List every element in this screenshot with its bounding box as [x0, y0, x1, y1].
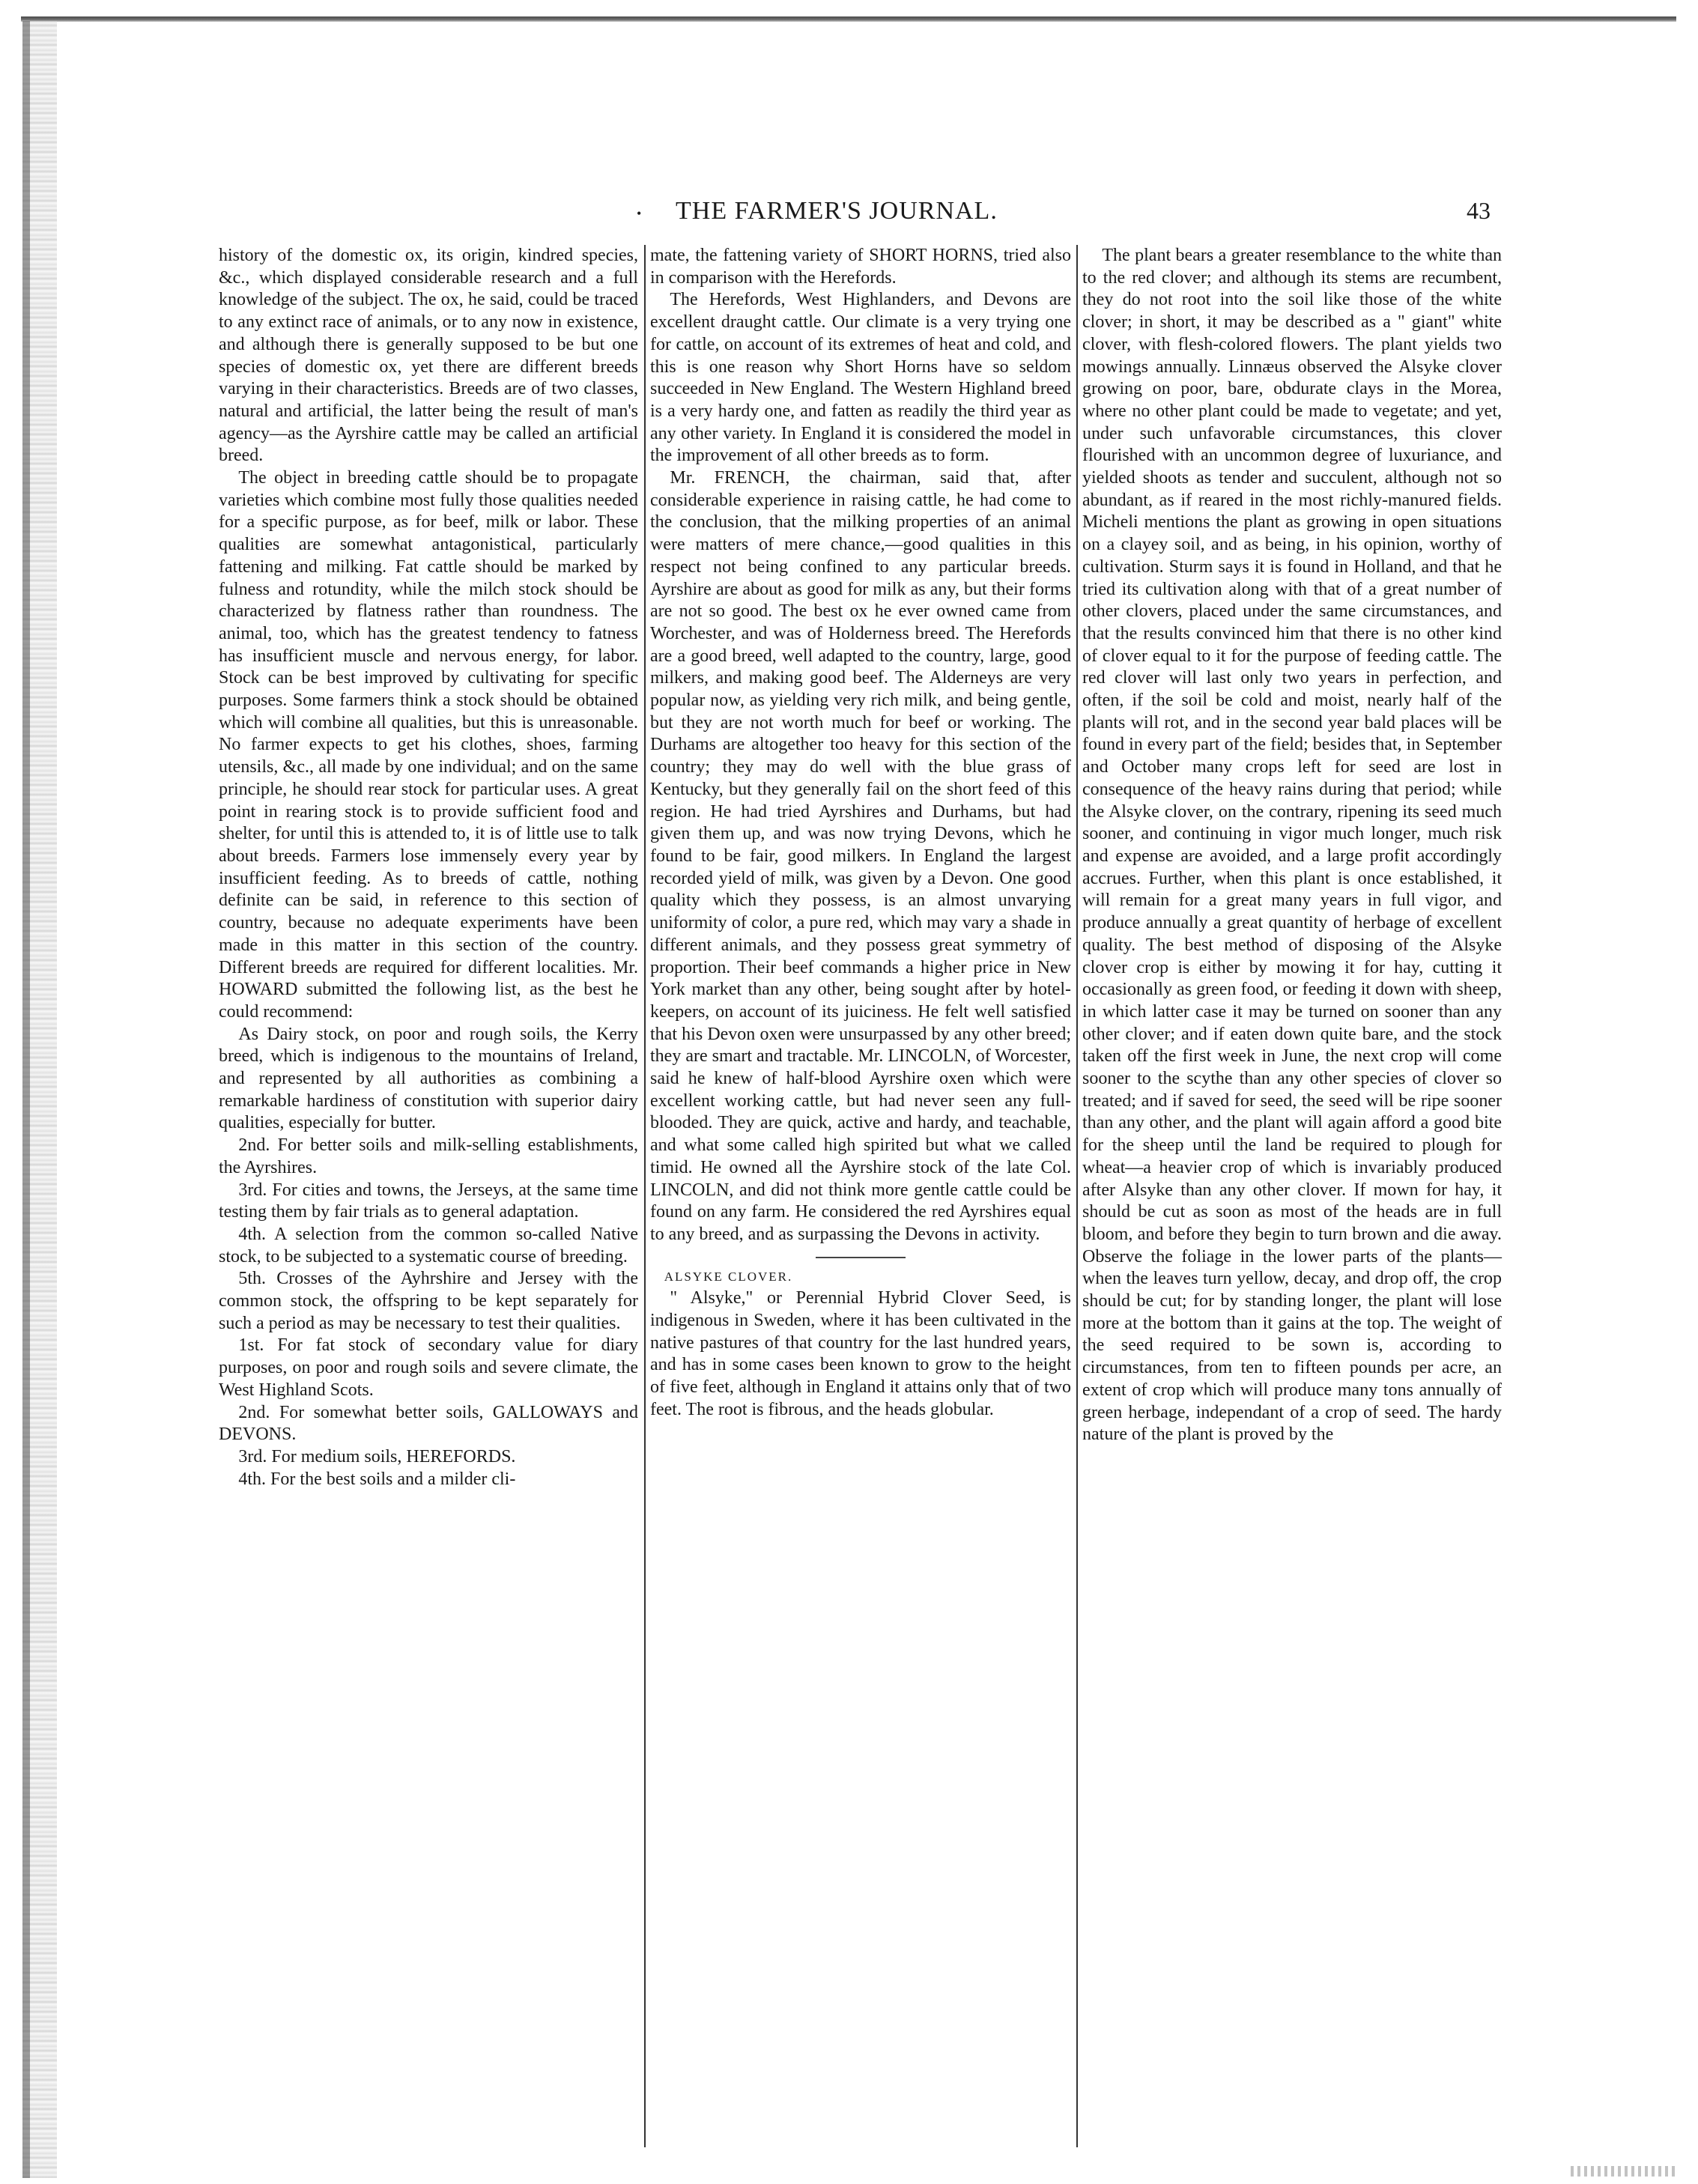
top-border-rule [21, 16, 1676, 22]
paragraph: mate, the fattening variety of SHORT HORNS, tried also in comparison with the Herefords. [650, 246, 1071, 288]
header-bullet: • [637, 206, 642, 221]
list-item: 3rd. For medium soils, HEREFORDS. [238, 1446, 516, 1466]
paragraph: The object in breeding cattle should be to propagate varieties which combine most fully those qualities needed for a specific purpose, as for beef, milk or labor. These qualities are somewhat antagonistical, particularly fattening and milking. Fat cattle should be marked by fulness and rotundity, while the milch stock should be characterized by flatness rather than roundness. The animal, too, which has the greatest tendency to fatness has insufficient muscle and nervous energy, for labor. Stock can be best improved by cultivating for specific purposes. Some farmers think a stock should be obtained which will combine all qualities, but this is unreasonable. No farmer expects to get his clothes, shoes, farming utensils, &c., all made by one individual; and on the same principle, he should rear stock for particular uses. A great point in rearing stock is to provide sufficient food and shelter, for until this is attended to, it is of little use to talk about breeds. Farmers lose immensely every year by insufficient feeding. As to breeds of cattle, nothing definite can be said, in reference to this section of country, because no adequate experiments have been made in this matter in this section of the country. Different breeds are required for different localities. Mr. HOWARD submitted the following list, as the best he could recommend: [219, 468, 638, 1022]
paragraph: The Herefords, West Highlanders, and Devons are excellent draught cattle. Our climate is a very trying one for cattle, on account of its extremes of heat and cold, and this is one reason why Short Horns have so seldom succeeded in New England. The Western Highland breed is a very hardy one, and fatten as readily the third year as any other variety. In England it is considered the model in the improvement of all other breeds as to form. [650, 290, 1071, 466]
page-edge-dark [22, 21, 30, 2178]
list-item: 3rd. For cities and towns, the Jerseys, at the same time testing them by fair trials as to general adaptation. [219, 1180, 638, 1222]
paragraph: history of the domestic ox, its origin, kindred species, &c., which displayed considerable research and a full knowledge of the subject. The ox, he said, could be traced to any extinct race of animals, or to any now in existence, and although there is generally supposed to be but one species of domestic ox, yet there are different breeds varying in their characteristics. Breeds are of two classes, natural and artificial, the latter being the result of man's agency—as the Ayrshire cattle may be called an artificial breed. [219, 246, 638, 466]
page-header [180, 197, 1491, 227]
column-1 [219, 245, 638, 2102]
paragraph: " Alsyke," or Perennial Hybrid Clover Seed, is indigenous in Sweden, where it has been cultivated in the native pastures of that country for the last hundred years, and has in some cases been known to grow to the height of five feet, although in England it attains only that of two feet. The root is fibrous, and the heads globular. [650, 1288, 1071, 1419]
column-3 [1082, 245, 1502, 2102]
list-item: 4th. A selection from the common so-called Native stock, to be subjected to a systematic course of breeding. [219, 1224, 638, 1267]
paragraph: As Dairy stock, on poor and rough soils, the Kerry breed, which is indigenous to the mountains of Ireland, and represented by all authorities as combining a remarkable hardiness of constitution with superior dairy qualities, especially for butter. [219, 1024, 638, 1133]
list-item: 2nd. For somewhat better soils, GALLOWAYS and DEVONS. [219, 1402, 638, 1445]
page-number: 43 [1467, 197, 1491, 224]
list-item: 4th. For the best soils and a milder cli- [238, 1469, 516, 1489]
list-item: 5th. Crosses of the Ayhrshire and Jersey with the common stock, the offspring to be kept separately for such a period as may be necessary to test their qualities. [219, 1269, 638, 1333]
paragraph: The plant bears a greater resemblance to the white than to the red clover; and although its stems are recumbent, they do not root into the soil like those of the white clover; in short, it may be described as a " giant" white clover, with flesh-colored flowers. The plant yields two mowings annually. Linnæus observed the Alsyke clover growing on poor, bare, obdurate clays in the Morea, where no other plant could be made to vegetate; and yet, under such unfavorable circumstances, this clover flourished with an uncommon degree of luxuriance, and yielded shoots as tender and succulent, although not so abundant, as if reared in the most richly-manured fields. Micheli mentions the plant as growing in open situations on a clayey soil, and as being, in his opinion, worthy of cultivation. Sturm says it is found in Holland, and that he tried its cultivation along with that of a great number of other clovers, placed under the same circumstances, and that the results convinced him that there is no other kind of clover equal to it for the purpose of feeding cattle. The red clover will last only two years in perfection, and often, if the soil be cold and moist, nearly half of the plants will rot, and in the second year bald places will be found in every part of the field; besides that, in September and October many crops left for seed are lost in consequence of the heavy rains during that period; while the Alsyke clover, on the contrary, ripening its seed much sooner, and continuing in vigor much longer, much risk and expense are avoided, and a large profit accordingly accrues. Further, when this plant is once established, it will remain for a great many years in full vigor, and produce annually a great quantity of herbage of excellent quality. The best method of disposing of the Alsyke clover crop is either by mowing it for hay, cutting it occasionally as green food, or feeding it down with sheep, in which latter case it may be turned on sooner than any other clover; and if eaten down quite bare, and the stock taken off the first week in June, the next crop will come sooner to the scythe than any other species of clover so treated; and if saved for seed, the seed will be ripe sooner than any other, and the plant will again afford a good bite for the sheep until the land be required to plough for wheat—a heavier crop of which is invariably produced after Alsyke than any other clover. If mown for hay, it should be cut as soon as most of the heads are in full bloom, and before they begin to turn brown and die away. Observe the foliage in the lower parts of the plants—when the leaves turn yellow, decay, and drop off, the crop should be cut; for by standing longer, the plant will lose more at the bottom than it gains at the top. The weight of the seed required to be sown is, according to circumstances, from ten to fifteen pounds per acre, an extent of crop which will produce many tons annually of green herbage, independant of a crop of seed. The hardy nature of the plant is proved by the [1082, 246, 1502, 1445]
scan-artifact [1571, 2166, 1676, 2177]
column-divider-1 [644, 245, 646, 2147]
section-divider [816, 1257, 906, 1258]
list-item: 1st. For fat stock of secondary value for diary purposes, on poor and rough soils and severe climate, the West Highland Scots. [219, 1335, 638, 1400]
paragraph: Mr. FRENCH, the chairman, said that, after considerable experience in raising cattle, he had come to the conclusion, that the milking properties of an animal were matters of mere chance,—good qualities in this respect not being confined to any particular breeds. Ayrshire are about as good for milk as any, but their forms are not so good. The best ox he ever owned came from Worchester, and was of Holderness breed. The Herefords are a good breed, well adapted to the country, large, good milkers, and making good beef. The Alderneys are very popular now, as yielding very rich milk, and being gentle, but they are not worth much for beef or working. The Durhams are altogether too heavy for this section of the country; they may do well with the blue grass of Kentucky, but they generally fail on the short feed of this region. He had tried Ayrshires and Durhams, but had given them up, and was now trying Devons, which he found to be fair, good milkers. In England the largest recorded yield of milk, was given by a Devon. One good quality which they possess, is an almost unvarying uniformity of color, a pure red, which may vary a shade in different animals, and they possess great symmetry of proportion. Their beef commands a higher price in New York market than any other, being sought after by hotel-keepers, on account of its juiciness. He felt well satisfied that his Devon oxen were unsurpassed by any other breed; they are smart and tractable. Mr. LINCOLN, of Worcester, said he knew of half-blood Ayrshire oxen which were excellent working cattle, but had never seen any full-blooded. They are quick, active and hardy, and teachable, and what some called high spirited but what we called timid. He owned all the Ayrshire stock of the late Col. LINCOLN, and did not think more gentle cattle could be found on any farm. He considered the red Ayrshires equal to any breed, and as surpassing the Devons in activity. [650, 468, 1071, 1244]
journal-title: THE FARMER'S JOURNAL. [676, 197, 998, 225]
section-heading: ALSYKE CLOVER. [664, 1269, 793, 1284]
list-item: 2nd. For better soils and milk-selling establishments, the Ayrshires. [219, 1135, 638, 1177]
column-divider-2 [1076, 245, 1078, 2147]
column-2 [650, 245, 1071, 2102]
